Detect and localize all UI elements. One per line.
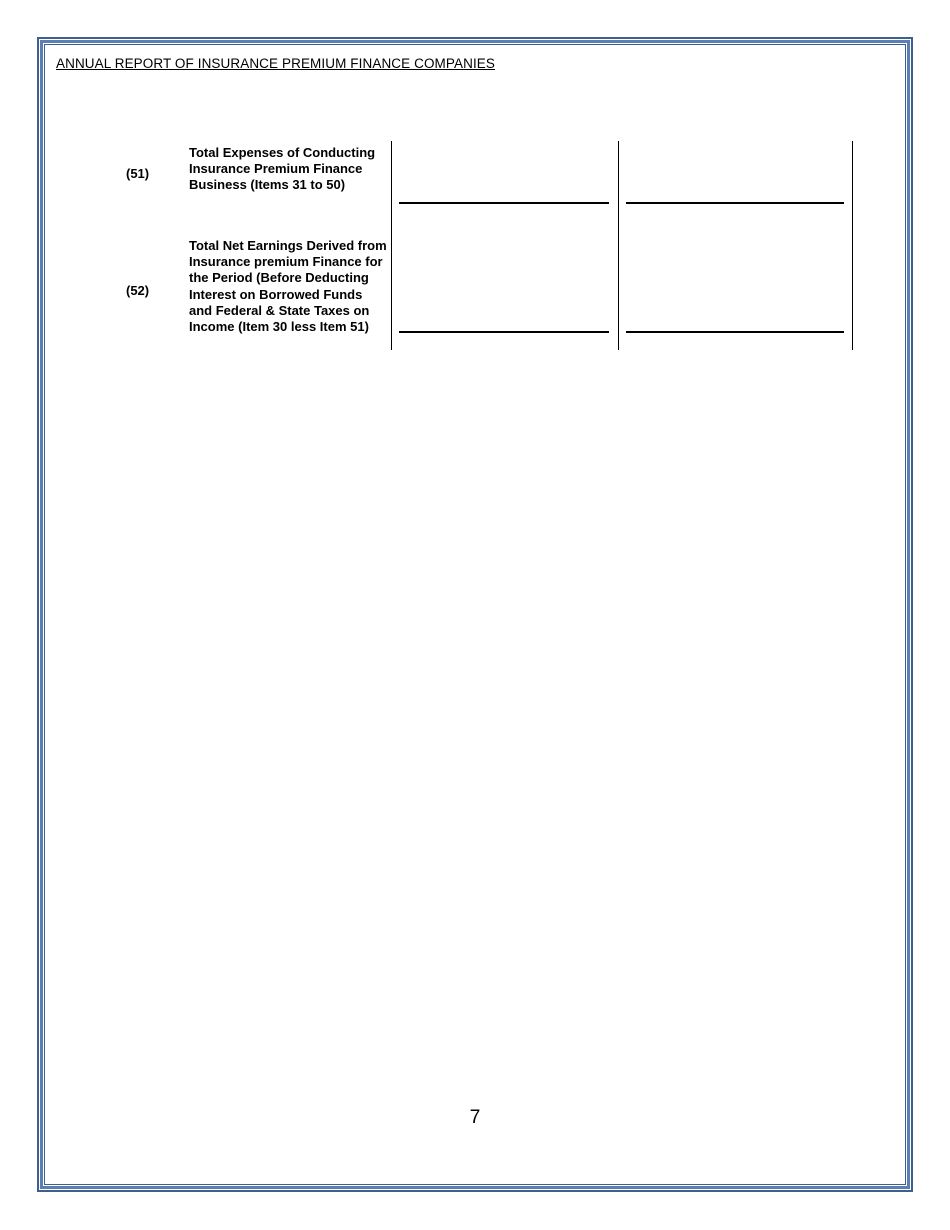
item-51-description: Total Expenses of Conducting Insurance Premium Finance Business (Items 31 to 50) [189,145,376,193]
report-header: ANNUAL REPORT OF INSURANCE PREMIUM FINANCE COMPANIES [56,56,496,71]
item-51-number: (51) [126,166,150,181]
column-divider-right [852,141,853,350]
page-border-inner [44,44,906,1185]
item-51-col1-entry-line[interactable] [399,202,609,204]
item-52-col2-entry-line[interactable] [626,331,844,333]
column-divider-middle [618,141,619,350]
item-52-description: Total Net Earnings Derived from Insurance premium Finance for the Period (Before Deducting Interest on Borrowed Funds and Federal & State Taxes on Income (Item 30 less Item 51) [189,238,387,335]
column-divider-left [391,141,392,350]
page-number: 7 [469,1107,481,1128]
item-51-col2-entry-line[interactable] [626,202,844,204]
item-52-col1-entry-line[interactable] [399,331,609,333]
item-52-number: (52) [126,283,150,298]
